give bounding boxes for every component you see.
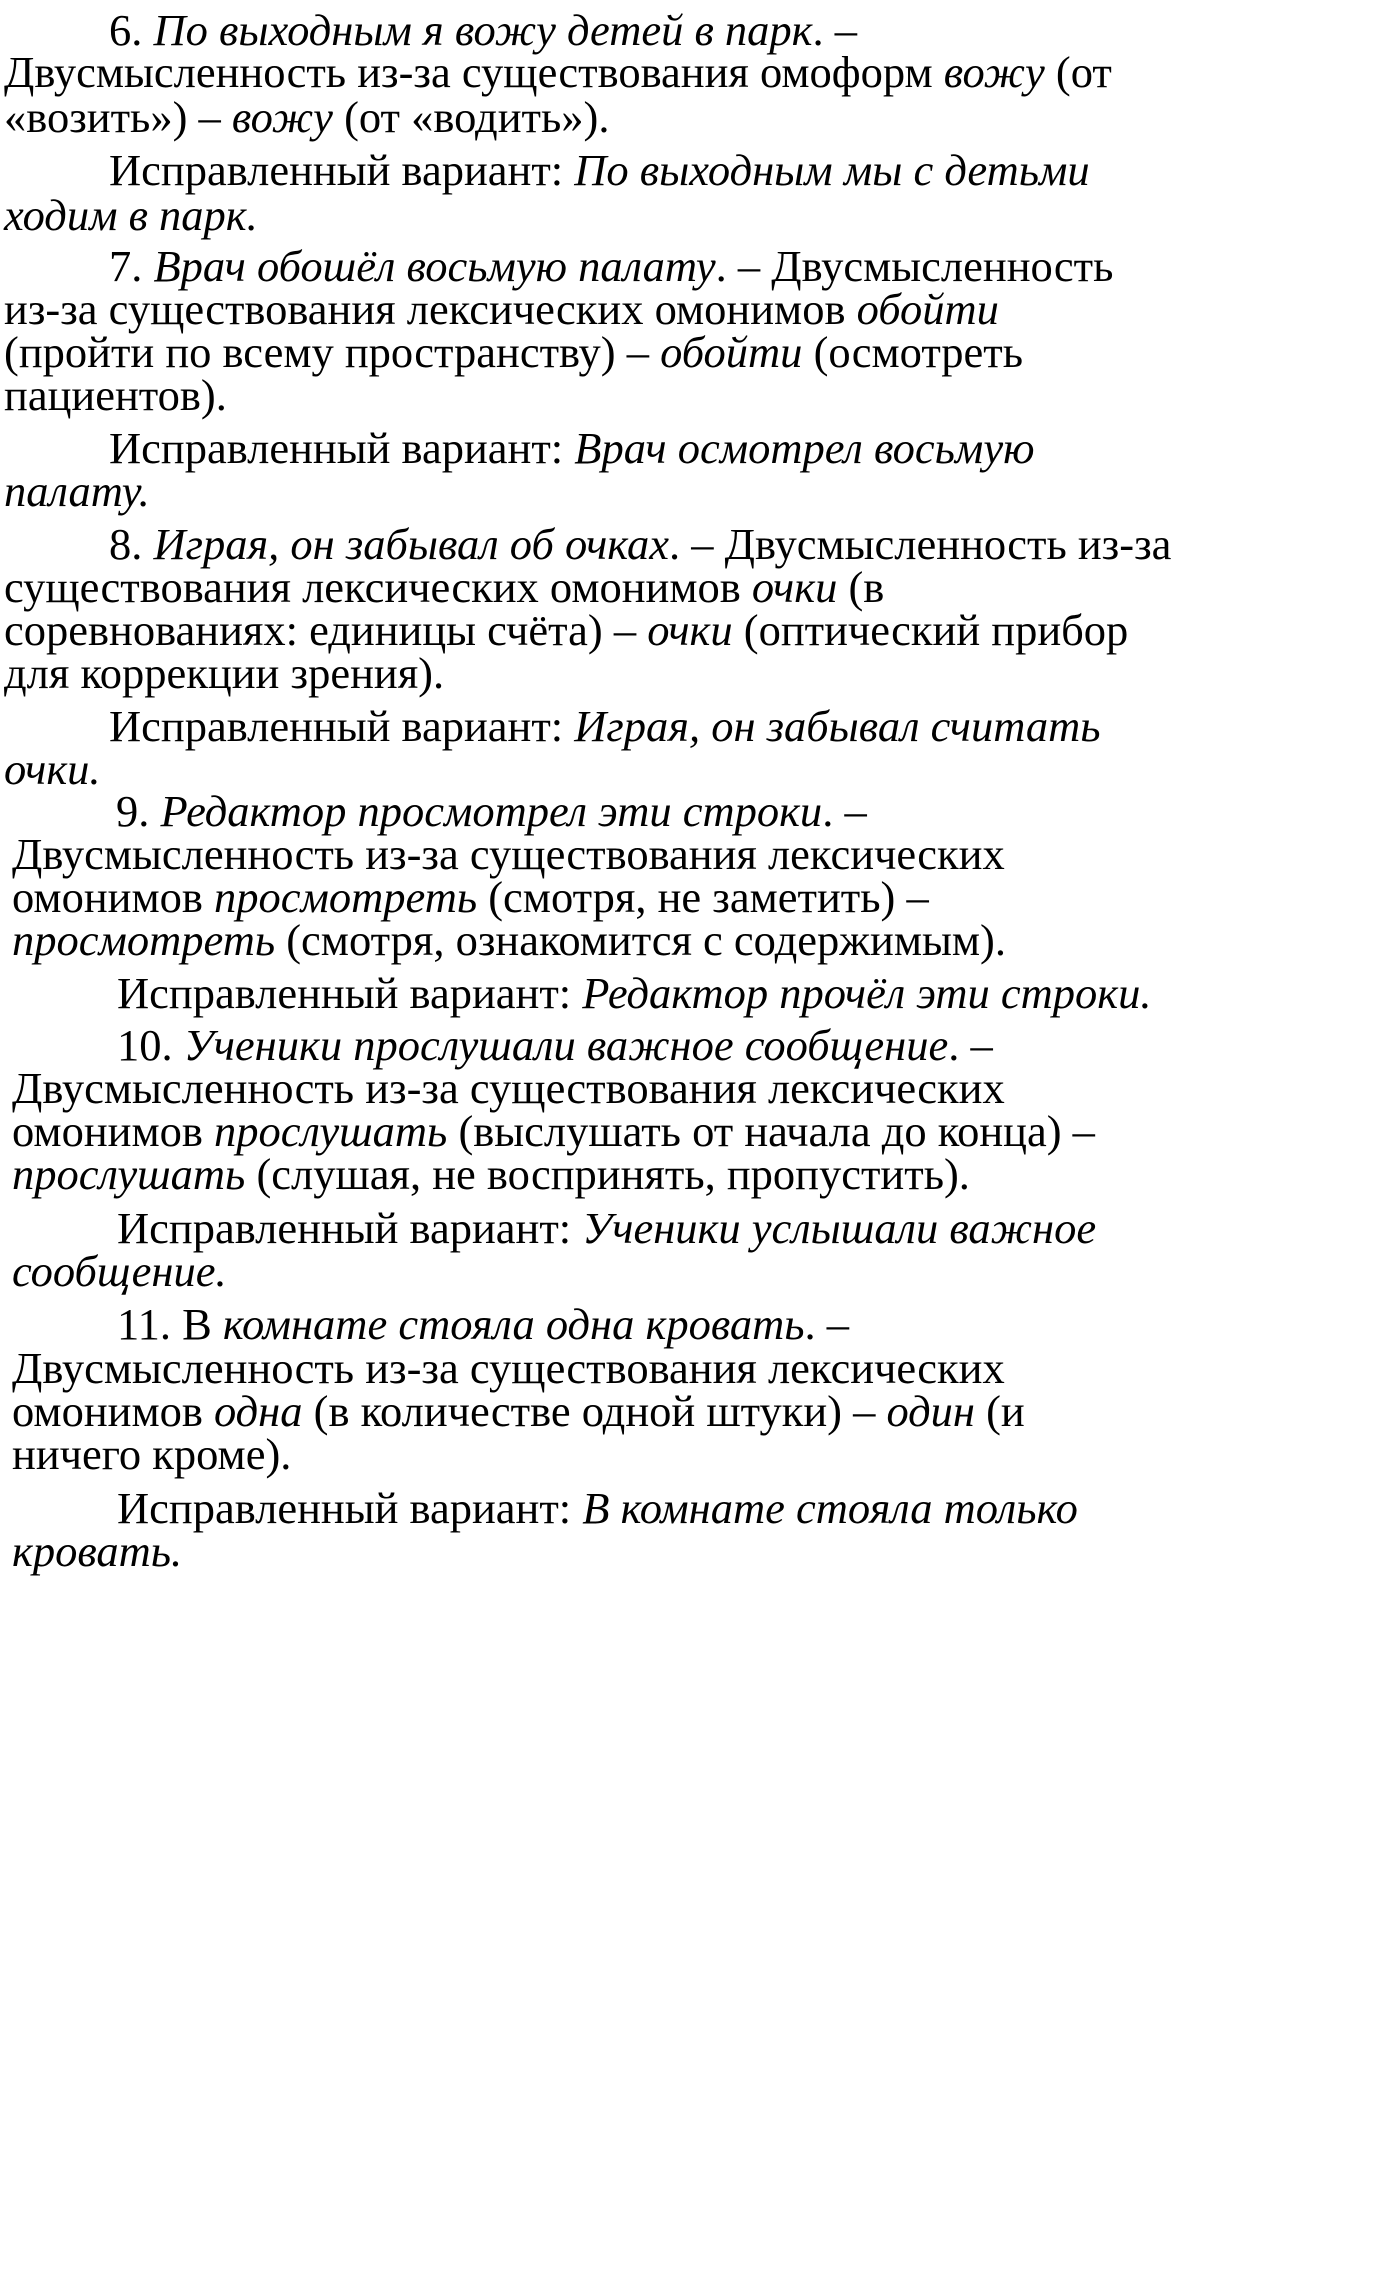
text-line	[4, 605, 1129, 655]
text-line	[4, 284, 999, 334]
text-line	[12, 1246, 227, 1296]
text: Исправленный вариант:	[117, 968, 583, 1018]
text: омонимов	[12, 1386, 214, 1436]
text-line	[4, 327, 1024, 377]
italic-text: обойти	[660, 327, 803, 377]
text-line	[4, 370, 227, 420]
text: . –	[822, 786, 867, 836]
text-line	[109, 519, 1172, 569]
italic-text: ходим в парк.	[4, 190, 258, 240]
text: 9.	[116, 786, 161, 836]
italic-text: Редактор прочёл эти строки.	[582, 968, 1152, 1018]
text: омонимов	[12, 872, 214, 922]
text-line	[4, 562, 885, 612]
italic-text: кровать.	[12, 1526, 183, 1576]
text-line	[109, 241, 1114, 291]
text: Двусмысленность из-за существования омоформ	[4, 47, 944, 97]
text: (оптический прибор	[732, 605, 1129, 655]
text-line	[4, 47, 1112, 97]
italic-text: Ученики прослушали важное сообщение	[183, 1020, 949, 1070]
text-line	[4, 466, 150, 516]
italic-text: По выходным мы с детьми	[574, 145, 1090, 195]
text: . –	[812, 5, 857, 55]
text-line	[117, 1203, 1097, 1253]
italic-text: В комнате стояла только	[582, 1483, 1078, 1533]
text: 6.	[109, 5, 154, 55]
italic-text: очки.	[4, 744, 101, 794]
text: «возить») –	[4, 92, 232, 142]
text: 11. В	[117, 1299, 223, 1349]
text: Исправленный вариант:	[117, 1483, 583, 1533]
italic-text: Врач осмотрел восьмую	[574, 423, 1035, 473]
text: существования лексических омонимов	[4, 562, 752, 612]
text-line	[116, 786, 867, 836]
text-line	[117, 1483, 1078, 1533]
italic-text: сообщение.	[12, 1246, 227, 1296]
text: Исправленный вариант:	[109, 423, 575, 473]
text: (от	[1044, 47, 1112, 97]
text-line	[4, 92, 610, 142]
italic-text: Играя, он забывал об очках	[153, 519, 670, 569]
text: для коррекции зрения).	[4, 648, 445, 698]
text-line	[109, 423, 1035, 473]
text: (слушая, не воспринять, пропустить).	[245, 1149, 970, 1199]
text-line	[109, 145, 1090, 195]
italic-text: По выходным я вожу детей в парк	[153, 5, 813, 55]
italic-text: один	[886, 1386, 975, 1436]
text-line	[12, 872, 929, 922]
text-line	[12, 915, 1006, 965]
text: Исправленный вариант:	[117, 1203, 583, 1253]
text: Исправленный вариант:	[109, 145, 575, 195]
text: соревнованиях: единицы счёта) –	[4, 605, 648, 655]
text-line	[109, 701, 1101, 751]
text: Двусмысленность из-за существования лексических	[12, 1343, 1005, 1393]
text: (от «водить»).	[332, 92, 610, 142]
text-line	[109, 5, 857, 55]
italic-text: вожу	[943, 47, 1045, 97]
text-line	[12, 1106, 1095, 1156]
text: 8.	[109, 519, 154, 569]
text: пациентов).	[4, 370, 227, 420]
text-line	[12, 1429, 292, 1479]
text: . –	[804, 1299, 849, 1349]
text: (в количестве одной штуки) –	[302, 1386, 887, 1436]
text-line	[117, 1020, 993, 1070]
italic-text: палату.	[4, 466, 150, 516]
text: ничего кроме).	[12, 1429, 292, 1479]
text-line	[12, 1063, 1005, 1113]
italic-text: комнате стояла одна кровать	[222, 1299, 805, 1349]
text-line	[12, 1149, 970, 1199]
text-line	[12, 829, 1005, 879]
text: . – Двусмысленность из-за	[669, 519, 1172, 569]
text: Двусмысленность из-за существования лексических	[12, 829, 1005, 879]
italic-text: Ученики услышали важное	[582, 1203, 1097, 1253]
text-line	[4, 190, 258, 240]
text: Двусмысленность из-за существования лексических	[12, 1063, 1005, 1113]
italic-text: Играя, он забывал считать	[574, 701, 1101, 751]
italic-text: просмотреть	[12, 915, 276, 965]
text: (выслушать от начала до конца) –	[447, 1106, 1095, 1156]
text: 10.	[117, 1020, 184, 1070]
italic-text: очки	[647, 605, 733, 655]
text-line	[117, 968, 1152, 1018]
text-line	[117, 1299, 849, 1349]
text: из-за существования лексических омонимов	[4, 284, 857, 334]
italic-text: вожу	[231, 92, 333, 142]
italic-text: прослушать	[12, 1149, 246, 1199]
text-line	[12, 1526, 183, 1576]
text: (осмотреть	[802, 327, 1024, 377]
text: (пройти по всему пространству) –	[4, 327, 661, 377]
italic-text: Врач обошёл восьмую палату	[153, 241, 716, 291]
text: (смотря, ознакомится с содержимым).	[275, 915, 1006, 965]
text: . – Двусмысленность	[715, 241, 1114, 291]
italic-text: обойти	[856, 284, 999, 334]
text: омонимов	[12, 1106, 214, 1156]
italic-text: одна	[214, 1386, 303, 1436]
text-line	[4, 648, 445, 698]
text: (в	[837, 562, 885, 612]
italic-text: очки	[751, 562, 838, 612]
text-line	[4, 744, 101, 794]
text-line	[12, 1343, 1005, 1393]
text: (и	[974, 1386, 1025, 1436]
text-line	[12, 1386, 1025, 1436]
text: . –	[948, 1020, 993, 1070]
text: (смотря, не заметить) –	[477, 872, 929, 922]
italic-text: Редактор просмотрел эти строки	[160, 786, 823, 836]
italic-text: прослушать	[214, 1106, 448, 1156]
text: 7.	[109, 241, 154, 291]
italic-text: просмотреть	[214, 872, 478, 922]
text: Исправленный вариант:	[109, 701, 575, 751]
